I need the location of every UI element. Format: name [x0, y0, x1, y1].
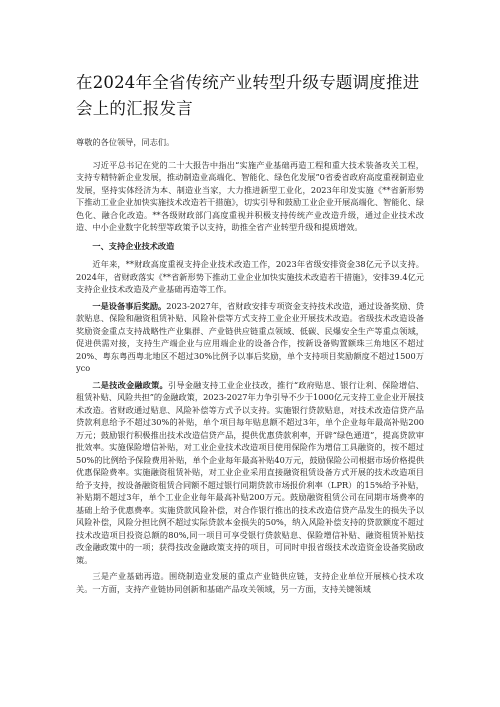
subsection-2-text: 引导金融支持工业企业技改，推行“政府贴息、银行让利、保险增信、租赁补贴、风险共担”的金融政策，2023-2027年力争引导不少于1000亿元支持工业企业开展技术改造。省财政通过贴息、风险补偿等方式予以支持。实施银行贷款贴息，对技术改造信贷产品贷款利息给予不超过30%的补贴，单个项目每年贴息额不超过3年，单个企业每年最高补贴200万元；鼓励银行积极推出技术改造信贷产品，提供优惠贷款利率，开辟“绿色通道”，提高贷款审批效率。实施保险增信补贴，对工业企业技术改造项目使用保险作为增信工具融资的，按不超过50%的比例给予保险费用补贴，单个企业每年最高补贴40万元，鼓励保险公司根据市场价格提供优惠保险费率。实施融资租赁补贴，对工业企业采用直接融资租赁设备方式开展的技术改造项目给予支持，按设备融资租赁合同额不超过银行同期贷款市场报价利率（LPR）的15%给予补贴，补贴期不超过3年，单个工业企业每年最高补贴200万元。鼓励融资租赁公司在同期市场费率的基础上给予优惠费率。实施贷款风险补偿，对合作银行推出的技术改造信贷产品发生的损失予以风险补偿，风险分担比例不超过实际贷款本金损失的50%，纳入风险补偿支持的贷款额度不超过技术改造项目投资总额的80%,同一项目可享受银行贷款贴息、保险增信补贴、融资租赁补贴技改金融政策中的一项；获得技改金融政策支持的项目，可同时申报省级技术改造资金设备奖励政策。: [76, 379, 424, 565]
subsection-1-lead: 一是设备事后奖励。: [92, 300, 167, 311]
subsection-2-lead: 二是技改金融政策。: [92, 379, 168, 390]
section1-paragraph: 近年来，**财政高度重视支持企业技术改造工作，2023年省级安排资金38亿元予以支持。2024年，省财政落实《**省新形势下推动工业企业加快实施技术改造若干措施》，安排39.4亿元支持企业技术改造及产业基础再造等工作。: [76, 259, 424, 294]
subsection-3-paragraph: [76, 570, 424, 595]
document-title: 在2024年全省传统产业转型升级专题调度推进会上的汇报发言: [76, 73, 420, 118]
intro-paragraph: 习近平总书记在党的二十大报告中指出“实施产业基础再造工程和重大技术装备攻关工程，支持专精特新企业发展，推动制造业高端化、智能化、绿色化发展”0省委省政府高度重视制造业发展，坚持实体经济为本、制造业当家，大力推进新型工业化，2023年印发实施《**省新形势下推动工业企业加快实施技术改造若干措施》，切实引导和鼓励工业企业开展高端化、智能化、绿色化、融合化改造。**各级财政部门高度重视并积极支持传统产业改造升级，通过企业技术改造、中小企业数字化转型等政策予以支持，助推全省产业转型升级和提质增效。: [76, 159, 424, 232]
subsection-3-text: 围绕制造业发展的重点产业链供应链，支持企业单位开展核心技术攻关。一方面，支持产业链协同创新和基础产品攻关领域，另一方面，支持关键领域: [76, 571, 424, 594]
section-heading-1: 一、支持企业技术改造: [92, 240, 175, 251]
subsection-3-lead: 三是产业基础再造。: [92, 571, 169, 581]
subsection-1-paragraph: [76, 300, 424, 375]
salutation: 尊敬的各位领导，同志们。: [76, 137, 175, 147]
subsection-2-paragraph: [76, 379, 424, 567]
subsection-1-text: 2023-2027年，省财政安排专项资金支持技术改造，通过设备奖励、贷款贴息、保险和融资租赁补贴、风险补偿等方式支持工业企业开展技术改造。省级技术改造设备奖励资金重点支持战略性产业集群、产业链供应链重点领域、低碳、民爆安全生产等重点领域，促进供需对接，支持生产端企业与应用端企业的设备合作，按新设备购置额珠三角地区不超过20%、粤东粤西粤北地区不超过30%比例予以事后奖励，单个支持项目奖励额度不超过1500万yco: [76, 300, 424, 373]
